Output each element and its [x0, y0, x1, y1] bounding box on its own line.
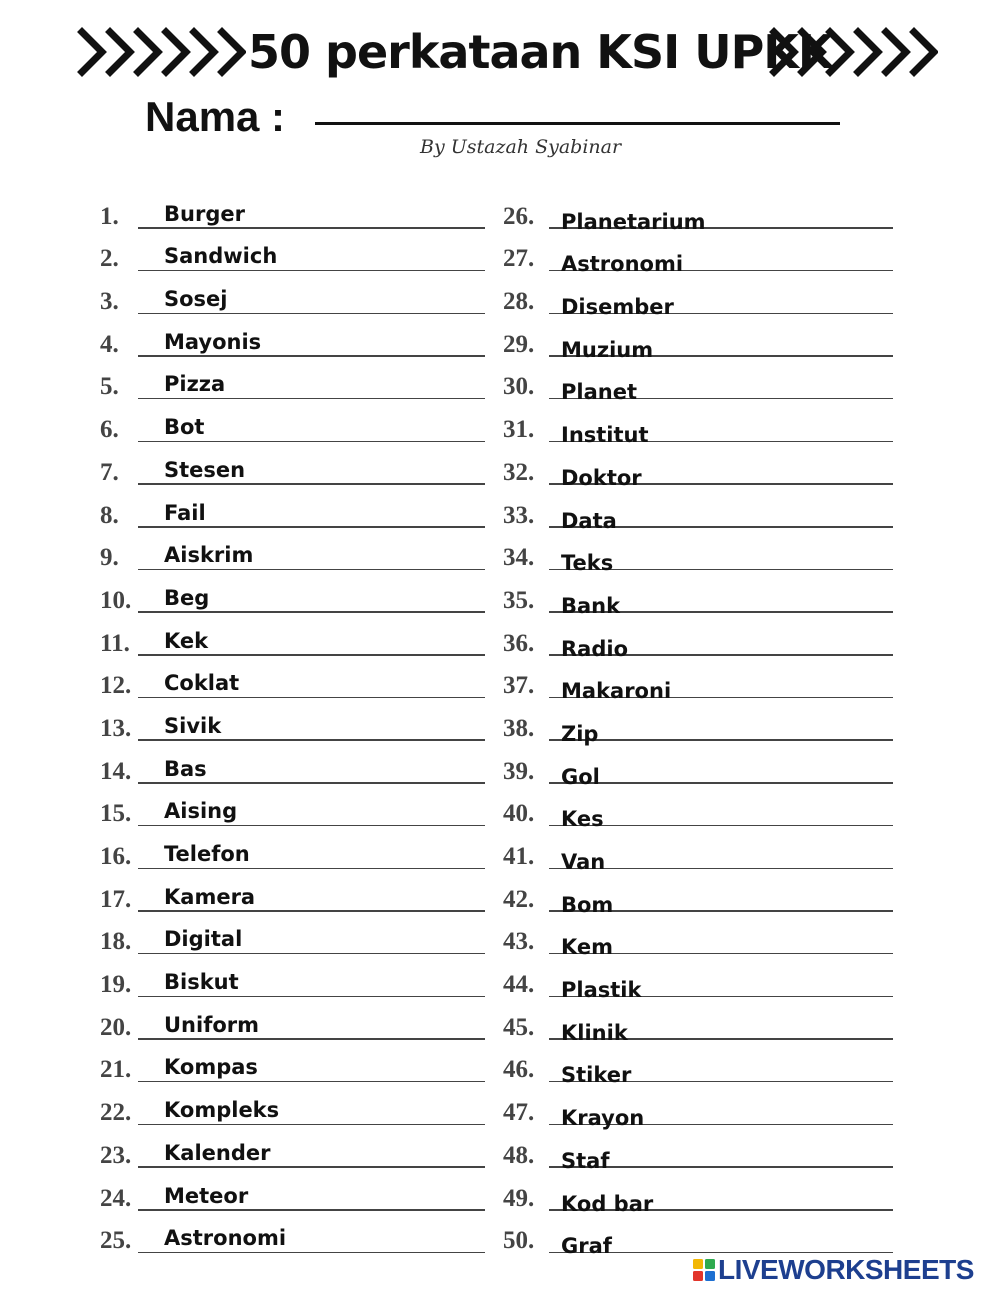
item-number: 5.: [100, 373, 119, 401]
answer-line[interactable]: [138, 611, 485, 613]
list-item: [503, 233, 893, 276]
item-word: Muzium: [561, 337, 654, 362]
list-item: [100, 617, 485, 660]
list-item: [100, 830, 485, 873]
answer-line[interactable]: [138, 1124, 485, 1126]
item-word: Kamera: [164, 884, 256, 909]
item-number: 31.: [503, 416, 535, 444]
item-word: Astronomi: [561, 252, 684, 277]
name-field[interactable]: [315, 122, 840, 125]
item-word: Radio: [561, 636, 628, 661]
item-number: 19.: [100, 971, 132, 999]
item-word: Van: [561, 850, 606, 874]
item-number: 41.: [503, 843, 535, 870]
list-item: [503, 574, 893, 617]
item-word: Mayonis: [164, 329, 262, 354]
item-number: 11.: [100, 629, 130, 657]
item-number: 33.: [503, 501, 535, 529]
item-number: 34.: [503, 544, 535, 572]
item-word: Bank: [561, 593, 621, 618]
item-number: 7.: [100, 458, 119, 486]
answer-line[interactable]: [138, 1252, 485, 1254]
item-word: Kompleks: [164, 1098, 280, 1123]
list-item: [503, 532, 893, 575]
item-word: Sosej: [164, 287, 228, 312]
item-number: 49.: [503, 1184, 535, 1212]
list-item: [503, 958, 893, 1001]
list-item: [100, 660, 485, 703]
list-item: [100, 446, 485, 489]
item-word: Kek: [164, 628, 209, 653]
item-number: 26.: [503, 202, 535, 230]
list-item: [503, 190, 893, 233]
word-list-right: [503, 190, 893, 1257]
list-item: [100, 745, 485, 788]
answer-line[interactable]: [138, 270, 485, 272]
list-item: [100, 1215, 485, 1258]
item-word: Pizza: [164, 372, 226, 397]
item-word: Kes: [561, 807, 604, 832]
list-item: [100, 275, 485, 318]
item-number: 6.: [100, 416, 119, 444]
answer-line[interactable]: [138, 398, 485, 400]
word-list-left: [100, 190, 485, 1257]
list-item: [100, 233, 485, 276]
item-word: Planet: [561, 380, 637, 405]
item-number: 32.: [503, 458, 535, 486]
item-number: 48.: [503, 1141, 535, 1169]
list-item: [503, 318, 893, 361]
list-item: [503, 745, 893, 788]
list-item: [503, 873, 893, 916]
list-item: [503, 1215, 893, 1258]
list-item: [503, 446, 893, 489]
item-number: 27.: [503, 245, 535, 273]
list-item: [100, 702, 485, 745]
item-word: Data: [561, 508, 617, 533]
list-item: [100, 318, 485, 361]
page-title: 50 perkataan KSI UPKK: [248, 25, 833, 79]
list-item: [100, 574, 485, 617]
item-number: 4.: [100, 330, 119, 358]
item-word: Uniform: [164, 1012, 260, 1037]
list-item: [100, 1086, 485, 1129]
item-number: 42.: [503, 885, 535, 913]
item-word: Krayon: [561, 1106, 645, 1131]
item-word: Stesen: [164, 457, 246, 482]
item-number: 2.: [100, 245, 119, 273]
item-number: 43.: [503, 928, 535, 956]
item-number: 12.: [100, 672, 132, 700]
item-number: 22.: [100, 1099, 132, 1127]
list-item: [503, 617, 893, 660]
list-item: [100, 190, 485, 233]
item-number: 44.: [503, 971, 535, 999]
item-number: 47.: [503, 1099, 535, 1127]
item-number: 40.: [503, 800, 535, 828]
answer-line[interactable]: [138, 654, 485, 656]
item-number: 37.: [503, 672, 535, 700]
item-number: 36.: [503, 629, 535, 657]
list-item: [100, 1129, 485, 1172]
item-number: 25.: [100, 1227, 132, 1255]
item-number: 38.: [503, 714, 535, 742]
item-number: 39.: [503, 757, 535, 785]
item-number: 45.: [503, 1013, 535, 1041]
answer-line[interactable]: [138, 697, 485, 699]
item-number: 30.: [503, 373, 535, 401]
header: [0, 18, 1000, 88]
list-item: [503, 403, 893, 446]
list-item: [100, 1044, 485, 1087]
item-number: 17.: [100, 885, 132, 913]
answer-line[interactable]: [138, 996, 485, 998]
item-number: 29.: [503, 330, 535, 358]
item-number: 24.: [100, 1184, 132, 1212]
author-byline: By Ustazah Syabinar: [420, 136, 622, 158]
item-word: Klinik: [561, 1020, 628, 1045]
list-item: [503, 361, 893, 404]
item-word: Stiker: [561, 1063, 632, 1088]
answer-line[interactable]: [138, 739, 485, 741]
list-item: [100, 403, 485, 446]
item-word: Gol: [561, 764, 600, 789]
item-word: Disember: [561, 295, 674, 320]
item-word: Teks: [561, 551, 614, 576]
item-word: Planetarium: [561, 209, 706, 234]
item-number: 16.: [100, 843, 132, 870]
item-word: Plastik: [561, 978, 642, 1003]
item-number: 23.: [100, 1141, 132, 1169]
list-item: [100, 958, 485, 1001]
answer-line[interactable]: [138, 355, 485, 357]
list-item: [100, 1001, 485, 1044]
answer-line[interactable]: [549, 782, 893, 784]
list-item: [503, 660, 893, 703]
item-number: 3.: [100, 288, 119, 316]
item-number: 20.: [100, 1013, 132, 1041]
item-word: Coklat: [164, 671, 240, 696]
item-word: Doktor: [561, 465, 642, 490]
item-word: Digital: [164, 927, 243, 952]
list-item: [503, 788, 893, 831]
item-word: Astronomi: [164, 1226, 287, 1251]
answer-line[interactable]: [138, 868, 485, 870]
item-number: 46.: [503, 1056, 535, 1084]
item-number: 1.: [100, 202, 119, 230]
list-item: [503, 1129, 893, 1172]
item-word: Staf: [561, 1148, 610, 1173]
item-word: Graf: [561, 1234, 612, 1259]
answer-line[interactable]: [138, 483, 485, 485]
item-word: Biskut: [164, 970, 239, 995]
item-word: Kalender: [164, 1140, 271, 1165]
item-number: 28.: [503, 288, 535, 316]
list-item: [503, 489, 893, 532]
answer-line[interactable]: [138, 953, 485, 955]
item-word: Beg: [164, 585, 210, 610]
answer-line[interactable]: [138, 227, 485, 229]
item-word: Aiskrim: [164, 543, 254, 568]
answer-line[interactable]: [138, 910, 485, 912]
answer-line[interactable]: [138, 313, 485, 315]
list-item: [503, 702, 893, 745]
answer-line[interactable]: [138, 782, 485, 784]
list-item: [100, 788, 485, 831]
item-number: 35.: [503, 586, 535, 614]
item-number: 14.: [100, 757, 132, 785]
answer-line[interactable]: [138, 441, 485, 443]
item-number: 18.: [100, 928, 132, 956]
list-item: [100, 916, 485, 959]
item-word: Makaroni: [561, 679, 672, 704]
answer-line[interactable]: [138, 526, 485, 528]
answer-line[interactable]: [138, 569, 485, 571]
item-word: Sandwich: [164, 244, 278, 269]
item-word: Zip: [561, 721, 599, 746]
chevron-right-icon: [76, 22, 246, 82]
list-item: [100, 1172, 485, 1215]
item-number: 8.: [100, 501, 119, 529]
list-item: [100, 532, 485, 575]
answer-line[interactable]: [138, 1166, 485, 1168]
logo-text: LIVEWORKSHEETS: [718, 1254, 974, 1285]
item-word: Fail: [164, 500, 206, 525]
list-item: [503, 275, 893, 318]
item-word: Bom: [561, 892, 614, 917]
answer-line[interactable]: [138, 1038, 485, 1040]
item-word: Meteor: [164, 1183, 249, 1208]
list-item: [503, 1172, 893, 1215]
answer-line[interactable]: [549, 739, 893, 741]
answer-line[interactable]: [138, 1081, 485, 1083]
item-word: Kem: [561, 935, 614, 960]
item-word: Kompas: [164, 1055, 258, 1080]
item-number: 10.: [100, 586, 132, 614]
list-item: [100, 873, 485, 916]
item-word: Institut: [561, 423, 649, 448]
item-number: 15.: [100, 800, 132, 828]
list-item: [503, 1001, 893, 1044]
list-item: [503, 1086, 893, 1129]
item-number: 21.: [100, 1056, 132, 1084]
chevron-right-icon: [768, 22, 938, 82]
item-word: Kod bar: [561, 1191, 654, 1216]
list-item: [100, 361, 485, 404]
list-item: [503, 1044, 893, 1087]
list-item: [503, 916, 893, 959]
item-word: Aising: [164, 799, 238, 824]
liveworksheets-logo-icon: [692, 1258, 716, 1282]
answer-line[interactable]: [138, 1209, 485, 1211]
answer-line[interactable]: [138, 825, 485, 827]
item-word: Bot: [164, 415, 205, 440]
item-word: Bas: [164, 756, 207, 781]
item-number: 9.: [100, 544, 119, 572]
list-item: [503, 830, 893, 873]
name-label: Nama :: [145, 93, 286, 140]
item-number: 50.: [503, 1227, 535, 1255]
item-word: Telefon: [164, 842, 250, 866]
item-word: Sivik: [164, 713, 222, 738]
item-number: 13.: [100, 714, 132, 742]
list-item: [100, 489, 485, 532]
item-word: Burger: [164, 201, 245, 226]
